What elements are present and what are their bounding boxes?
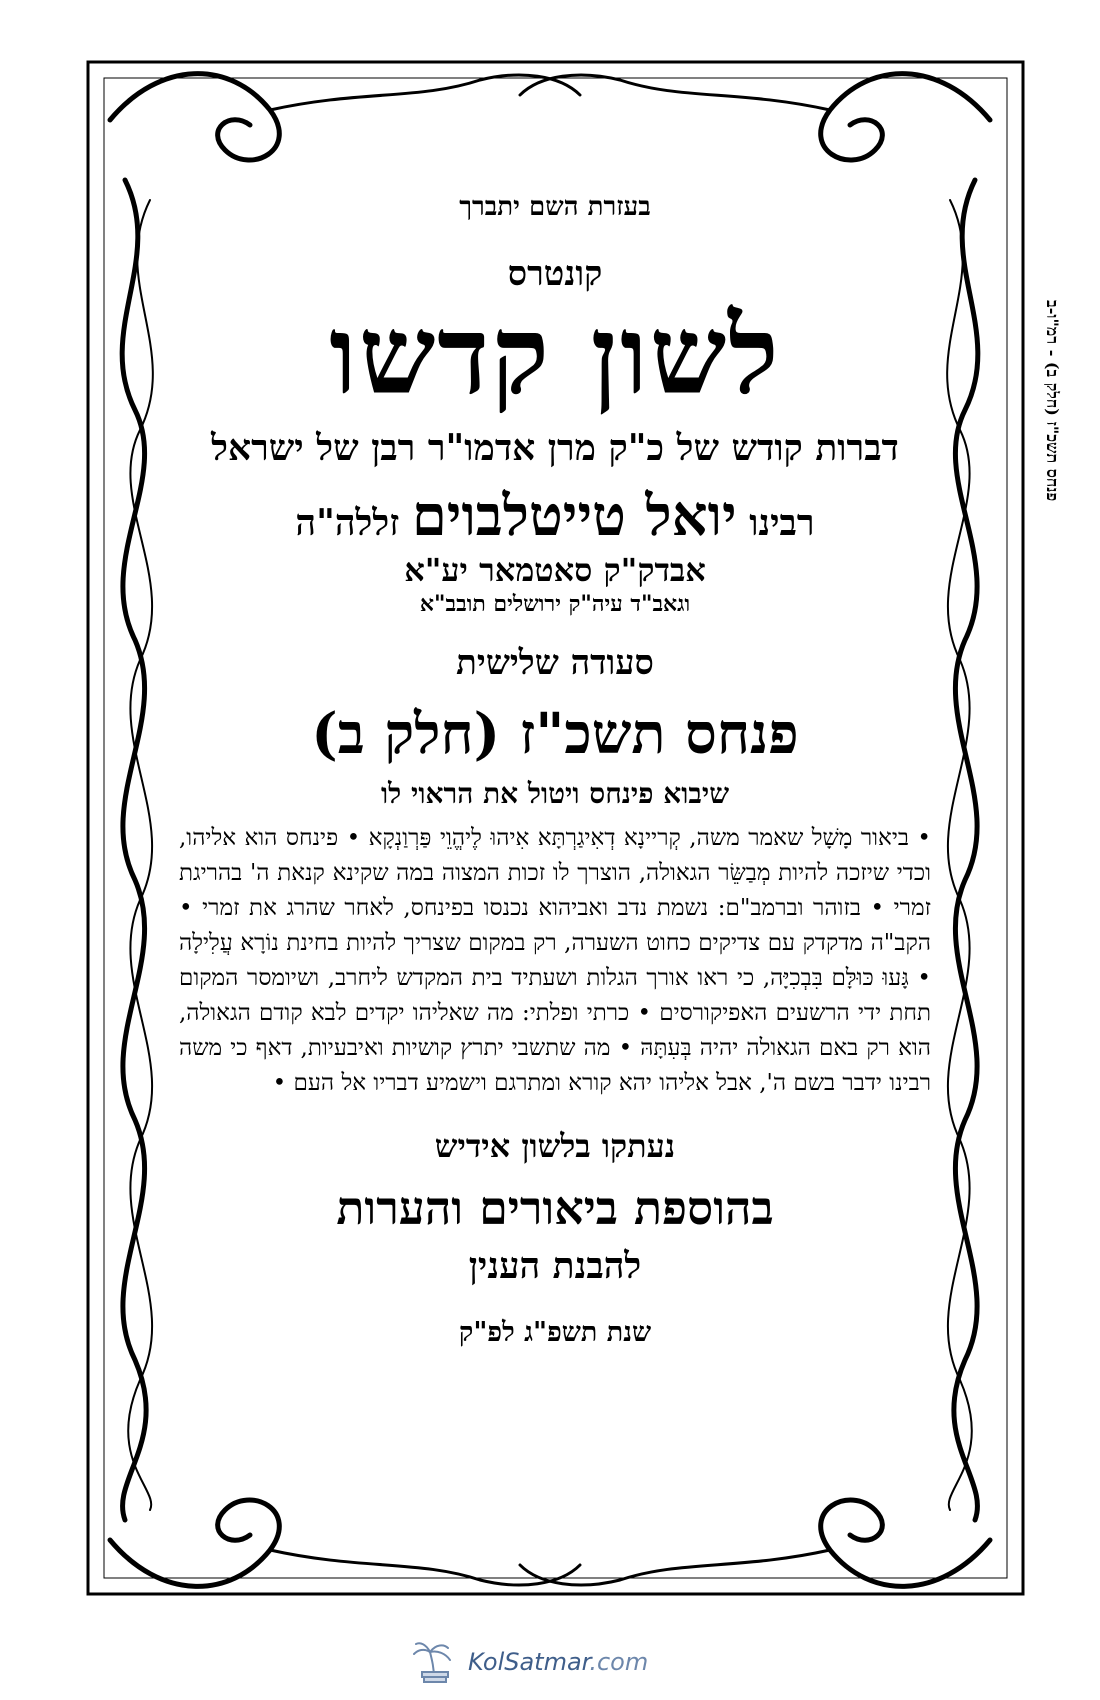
understand-heading: להבנת הענין	[468, 1245, 642, 1288]
kuntres-label: קונטרס	[507, 254, 603, 294]
addition-heading: בהוספת ביאורים והערות	[336, 1181, 774, 1236]
parsha-title: פנחס תשכ"ז (חלק ב)	[311, 701, 799, 768]
author-prefix: רבינו	[749, 502, 815, 545]
brand-main: KolSatmar	[468, 1648, 590, 1676]
book-title: לשון קדשו	[329, 293, 781, 419]
title-page-content	[175, 150, 935, 1348]
brand-name	[468, 1648, 648, 1676]
translated-note: נעתקו בלשון אידיש	[434, 1127, 676, 1166]
author-line-1: דברות קודש של כ"ק מרן אדמו"ר רבן של ישראל	[211, 427, 899, 470]
author-name: יואל טייטלבוים	[411, 483, 737, 550]
author-line-3: אבדק"ק סאטמאר יע"א	[404, 551, 706, 590]
author-suffix: זללה"ה	[295, 502, 400, 545]
palm-tree-books-icon	[410, 1640, 458, 1684]
author-line-2	[175, 483, 935, 549]
footer-brand[interactable]	[410, 1640, 710, 1684]
brand-suffix: .com	[589, 1648, 649, 1676]
author-line-4: וגאב"ד עיה"ק ירושלים תובב"א	[419, 591, 691, 618]
summary-paragraph: • ביאור מָשָׁל שאמר משה, קְריינָא דְאִיגַרְתָּא אִיהוּ לֶיהֱוֵי פַּרְוַנְקָא • פינחס הוא אליהו, וכדי שיזכה להיות מְבַשֵּׂר הגאולה, הוצרך לו זכות המצוה במה שקינא קנאת ה' בהריגת זמרי • בזוהר וברמב"ם: נשמת נדב ואביהוא נכנסו בפינחס, לאחר שהרג את זמרי • הקב"ה מדקדק עם צדיקים כחוט השערה, רק במקום שצריך להיות בחינת נוֹרָא עֲלִילָה • גָּעוּ כּוּלָּם בִּבְכִיָּה, כי ראו אורך הגלות ושעתיד בית המקדש ליחרב, ושיומסר המקום תחת ידי הרשעים האפיקורסים • כרתי ופלתי: מה שאליהו יקדים לבא קודם הגאולה, הוא רק באם הגאולה יהיה בְּעִתָּהּ • מה שתשבי יתרץ קושיות ואיבעיות, דאף כי משה רבינו ידבר בשם ה', אבל אליהו יהא קורא ומתרגם וישמיע דבריו אל העם •	[179, 825, 932, 1097]
blessing-heading: בעזרת השם יתברך	[459, 192, 651, 222]
side-caption: פנחס תשכ"ז (חלק ב) - רמ"ו-ב	[1043, 300, 1062, 502]
seuda-heading: סעודה שלישית	[456, 643, 654, 684]
subtitle: שיבוא פינחס ויטול את הראוי לו	[380, 777, 730, 811]
publication-year: שנת תשפ"ג לפ"ק	[458, 1317, 652, 1349]
